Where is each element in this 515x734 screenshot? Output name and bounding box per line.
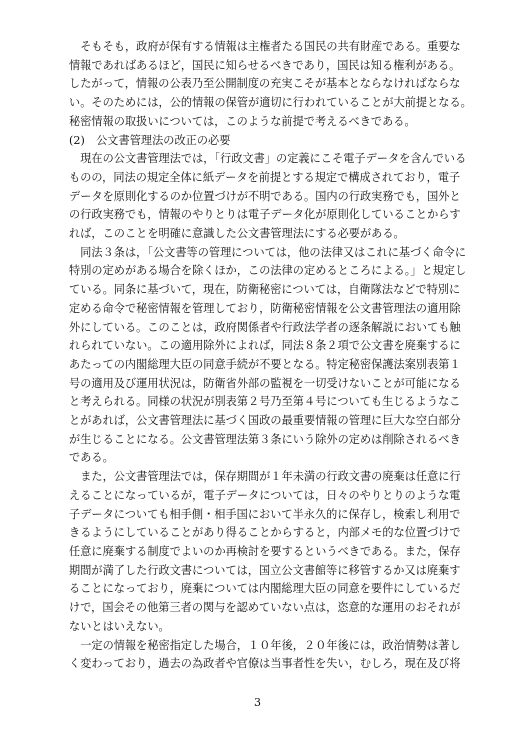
text-line: 期間が満了した行政文書については，国立公文書館等に移管するか又は廃棄す [69, 563, 461, 577]
text-line: 号の適用及び運用状況は，防衛省外部の監視を一切受けないことが可能になる [69, 376, 461, 390]
text-line: ものの，同法の規定全体に紙データを前提とする規定で構成されており，電子 [69, 170, 461, 184]
text-line: ないとはいえない。 [69, 619, 170, 633]
text-line: きるようにしていることがあり得ることからすると，内部メモ的な位置づけで [69, 526, 461, 540]
page-number: 3 [254, 696, 261, 709]
paragraph-premise [69, 38, 472, 132]
text-line: である。 [69, 451, 114, 465]
text-line: と考えられる。同様の状況が別表第２号乃至第４号についても生じるようなこ [69, 395, 461, 409]
text-line: 子データについても相手側・相手国において半永久的に保存し，検索し利用で [69, 507, 461, 521]
text-line: けで，国会その他第三者の関与を認めていない点は，恣意的な運用のおそれが [69, 601, 461, 615]
text-line: が生じることになる。公文書管理法第３条にいう除外の定めは削除されるべき [69, 432, 461, 446]
text-line: したがって，情報の公表乃至公開制度の充実こそが基本とならなければならな [69, 77, 461, 91]
text-line: 情報であればあるほど，国民に知らせるべきであり，国民は知る権利がある。 [69, 58, 461, 72]
paragraph-secret-designation [69, 637, 461, 674]
text-line: 特別の定めがある場合を除くほか，この法律の定めるところによる。」と規定し [69, 264, 467, 278]
text-line: 外にしている。このことは，政府関係者や行政法学者の逐条解説においても触 [69, 320, 461, 334]
text-line: 定める命令で秘密情報を管理しており，防衛秘密情報を公文書管理法の適用除 [69, 301, 461, 315]
paragraph-retention [69, 468, 461, 636]
document-body [69, 38, 472, 674]
section-heading-text: (2) 公文書管理法の改正の必要 [69, 133, 231, 147]
text-line: データを原則化するのか位置づけが不明である。国内の行政実務でも，国外と [69, 189, 461, 203]
section-heading [69, 132, 447, 151]
text-line: 秘密情報の取扱いについては，このような前提で考えるべきである。 [69, 114, 416, 128]
text-line: 任意に廃棄する制度でよいのか再検討を要するというべきである。また，保存 [69, 544, 461, 558]
text-line: また，公文書管理法では，保存期間が１年未満の行政文書の廃棄は任意に行 [69, 470, 461, 484]
text-line: 現在の公文書管理法では，「行政文書」の定義にこそ電子データを含んでいる [69, 152, 467, 166]
paragraph-article-3 [69, 244, 467, 468]
text-line: い。そのためには，公的情報の保管が適切に行われていることが大前提となる。 [69, 96, 472, 110]
text-line: とがあれば，公文書管理法に基づく国政の最重要情報の管理に巨大な空白部分 [69, 414, 461, 428]
text-line: れられていない。この適用除外によれば，同法８条２項で公文書を廃棄するに [69, 339, 461, 353]
text-line: 一定の情報を秘密指定した場合，１０年後，２０年後には，政治情勢は著し [69, 638, 461, 652]
text-line: あたっての内閣総理大臣の同意手続が不要となる。特定秘密保護法案別表第１ [69, 357, 461, 371]
text-line: ることになっており，廃棄については内閣総理大臣の同意を要件にしているだ [69, 582, 461, 596]
text-line: ている。同条に基づいて，現在，防衛秘密については，自衛隊法などで特別に [69, 283, 461, 297]
text-line: えることになっているが，電子データについては，日々のやりとりのような電 [69, 488, 461, 502]
text-line: れば，このことを明確に意識した公文書管理法にする必要がある。 [69, 227, 405, 241]
text-line: 同法３条は，「公文書等の管理については，他の法律又はこれに基づく命令に [69, 245, 467, 259]
text-line: く変わっており，過去の為政者や官僚は当事者性を失い，むしろ，現在及び将 [69, 657, 461, 671]
text-line: の行政実務でも，情報のやりとりは電子データ化が原則化していることからす [69, 208, 461, 222]
paragraph-electronic-data [69, 150, 467, 244]
text-line: そもそも，政府が保有する情報は主権者たる国民の共有財産である。重要な [69, 40, 461, 53]
